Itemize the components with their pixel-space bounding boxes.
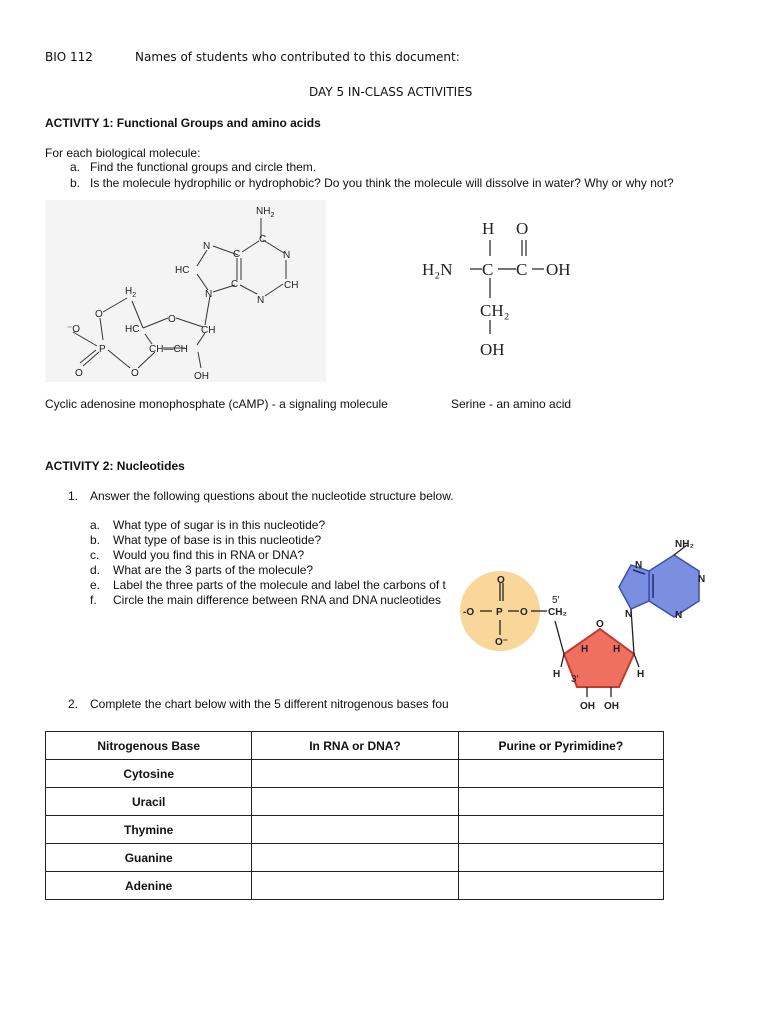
subitem-a: What type of sugar is in this nucleotide? xyxy=(113,518,326,532)
svg-text:NH2: $NH_2$ xyxy=(256,206,275,219)
table-row xyxy=(46,872,664,900)
camp-structure-figure xyxy=(45,200,326,382)
activity1-title: ACTIVITY 1: Functional Groups and amino acids xyxy=(45,116,321,130)
day-title: DAY 5 IN-CLASS ACTIVITIES xyxy=(309,85,473,99)
subitem-b: What type of base is in this nucleotide? xyxy=(113,533,322,547)
svg-text:⁻O: ⁻O xyxy=(67,324,81,335)
svg-text:OH: OH xyxy=(604,701,619,712)
svg-text:O: O xyxy=(75,368,83,379)
camp-caption: Cyclic adenosine monophosphate (cAMP) - a signaling molecule xyxy=(45,397,388,411)
svg-text:CH—CH: CH—CH xyxy=(149,344,188,355)
subitem-d: What are the 3 parts of the molecule? xyxy=(113,563,314,577)
course-code: BIO 112 xyxy=(45,50,93,64)
svg-text:CH₂: CH₂ xyxy=(548,607,567,618)
svg-text:CH: CH xyxy=(284,280,299,291)
svg-text:OH: OH xyxy=(194,371,209,382)
svg-text:N: N xyxy=(257,295,265,306)
q2-marker: 2. xyxy=(68,697,79,711)
svg-text:OH: OH xyxy=(580,701,595,712)
svg-text:N: N xyxy=(205,289,213,300)
activity1-item-a-marker: a. xyxy=(70,160,81,174)
svg-text:N: N xyxy=(635,560,643,571)
activity1-item-b-marker: b. xyxy=(70,176,81,190)
table-row xyxy=(46,816,664,844)
svg-text:H: H xyxy=(637,669,645,680)
svg-text:N: N xyxy=(675,610,683,621)
nitrogenous-base-table xyxy=(45,731,664,900)
table-row xyxy=(46,760,664,788)
answer-cell[interactable] xyxy=(252,816,458,844)
subitem-c: Would you find this in RNA or DNA? xyxy=(113,548,305,562)
answer-cell[interactable] xyxy=(252,760,458,788)
q2-text: Complete the chart below with the 5 different nitrogenous bases fou xyxy=(90,697,449,711)
answer-cell[interactable] xyxy=(458,872,663,900)
q1-marker: 1. xyxy=(68,489,79,503)
activity2-title: ACTIVITY 2: Nucleotides xyxy=(45,459,185,473)
svg-text:O: O xyxy=(520,607,528,618)
svg-text:O⁻: O⁻ xyxy=(495,637,509,648)
svg-text:H: H xyxy=(482,219,495,238)
base-name-cell: Uracil xyxy=(46,788,252,816)
camp-n7: N xyxy=(203,241,211,252)
activity1-intro: For each biological molecule: xyxy=(45,146,201,160)
svg-text:5′: 5′ xyxy=(552,595,560,606)
svg-text:P: P xyxy=(496,607,503,618)
svg-text:CH₂: CH₂ xyxy=(480,301,510,320)
svg-text:P: P xyxy=(99,344,106,355)
svg-text:H₂N: H₂N xyxy=(422,260,453,279)
answer-cell[interactable] xyxy=(252,844,458,872)
base-six-ring xyxy=(649,555,699,617)
svg-text:OH: OH xyxy=(480,340,505,359)
svg-text:O: O xyxy=(497,575,505,586)
table-header-row xyxy=(46,732,664,760)
svg-text:C: C xyxy=(482,260,494,279)
answer-cell[interactable] xyxy=(458,788,663,816)
svg-text:HC: HC xyxy=(125,324,140,335)
svg-text:NH₂: NH₂ xyxy=(675,539,694,550)
svg-text:N: N xyxy=(625,609,633,620)
subitem-e: Label the three parts of the molecule and label the carbons of t xyxy=(113,578,446,592)
q1-text: Answer the following questions about the nucleotide structure below. xyxy=(90,489,454,503)
svg-text:C: C xyxy=(516,260,528,279)
answer-cell[interactable] xyxy=(458,760,663,788)
base-name-cell: Guanine xyxy=(46,844,252,872)
svg-text:H: H xyxy=(613,644,621,655)
answer-cell[interactable] xyxy=(458,844,663,872)
svg-text:HC: HC xyxy=(175,265,190,276)
subitem-f: Circle the main difference between RNA and DNA nucleotides xyxy=(113,593,441,607)
base-five-ring xyxy=(619,565,649,609)
contributors-label: Names of students who contributed to this document: xyxy=(135,50,460,64)
svg-text:C: C xyxy=(233,249,241,260)
svg-text:C: C xyxy=(259,234,267,245)
table-row xyxy=(46,788,664,816)
nucleotide-figure xyxy=(459,527,719,732)
answer-cell[interactable] xyxy=(458,816,663,844)
svg-text:O: O xyxy=(168,314,176,325)
svg-text:-O: -O xyxy=(463,607,475,618)
serine-caption: Serine - an amino acid xyxy=(451,397,572,411)
base-name-cell: Cytosine xyxy=(46,760,252,788)
table-row xyxy=(46,844,664,872)
base-name-cell: Thymine xyxy=(46,816,252,844)
svg-text:3′: 3′ xyxy=(571,674,579,685)
svg-text:O: O xyxy=(596,619,604,630)
answer-cell[interactable] xyxy=(252,872,458,900)
svg-text:H: H xyxy=(581,644,589,655)
header-cell: Purine or Pyrimidine? xyxy=(458,732,663,760)
svg-text:O: O xyxy=(516,219,529,238)
header-cell: In RNA or DNA? xyxy=(252,732,458,760)
answer-cell[interactable] xyxy=(252,788,458,816)
serine-structure-figure xyxy=(418,214,588,364)
svg-text:O: O xyxy=(131,368,139,379)
svg-text:H2: $H_2$ xyxy=(125,286,137,299)
svg-text:N: N xyxy=(698,574,706,585)
svg-text:C: C xyxy=(231,279,239,290)
activity1-item-b: Is the molecule hydrophilic or hydrophobic? Do you think the molecule will dissolve in water? Why or why not? xyxy=(90,176,674,190)
svg-text:OH: OH xyxy=(546,260,571,279)
header-cell: Nitrogenous Base xyxy=(46,732,252,760)
svg-text:O: O xyxy=(95,309,103,320)
activity1-item-a: Find the functional groups and circle them. xyxy=(90,160,317,174)
svg-text:H: H xyxy=(553,669,561,680)
base-name-cell: Adenine xyxy=(46,872,252,900)
svg-text:CH: CH xyxy=(201,325,216,336)
svg-text:N: N xyxy=(283,250,291,261)
